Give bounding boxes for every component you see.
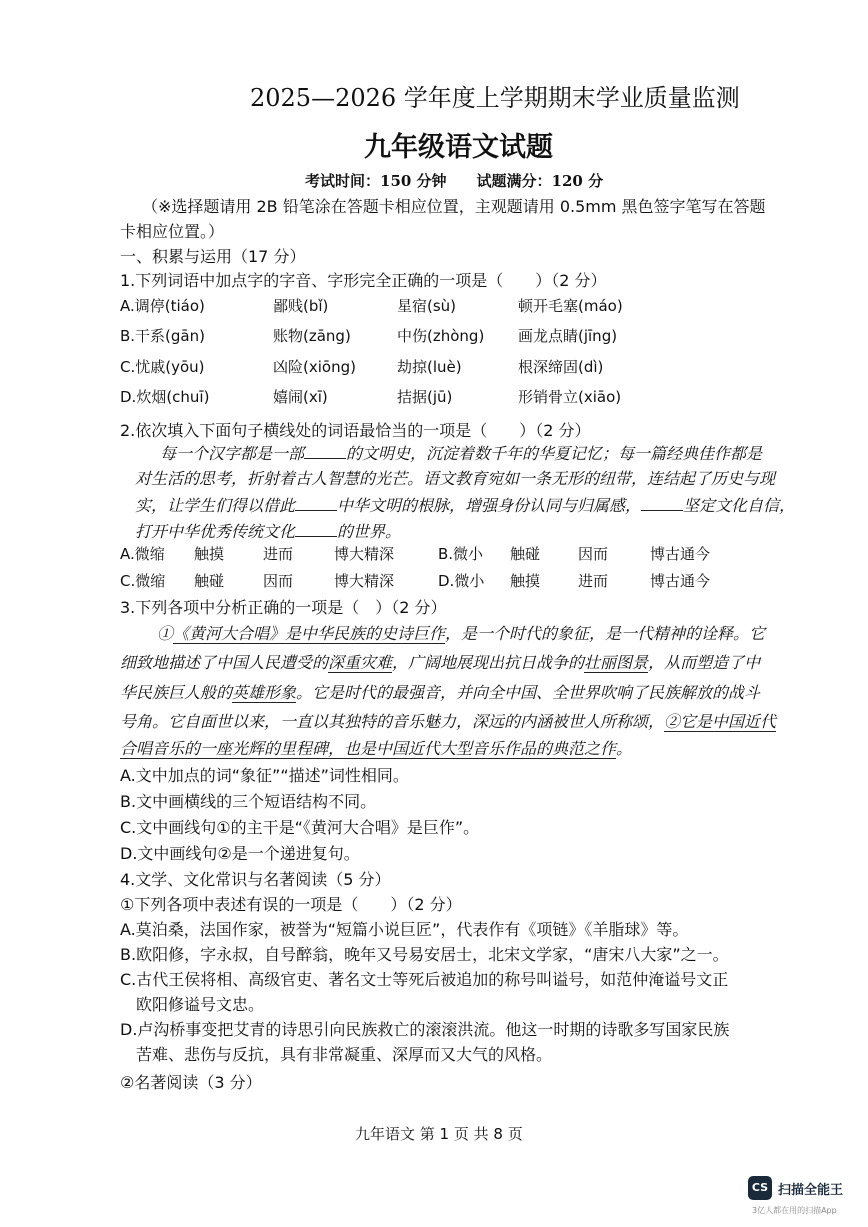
q2-passage-line3: 实，让学生们得以借此 中华文明的根脉，增强身份认同与归属感， 坚定文化自信， bbox=[135, 496, 796, 515]
q1-option-d-word2: 嬉闹(xī) bbox=[273, 388, 328, 406]
q2-opt-c2: 触碰 bbox=[194, 572, 225, 590]
q1-option-b: B.干系(gān) bbox=[120, 327, 205, 345]
q4-stem: 4.文学、文化常识与名著阅读（5 分） bbox=[120, 870, 391, 889]
instructions-line1: （※选择题请用 2B 铅笔涂在答题卡相应位置，主观题请用 0.5mm 黑色签字笔写在答题 bbox=[142, 197, 766, 216]
q2-opt-a: A.微缩 bbox=[120, 545, 165, 563]
q2-opt-c4: 博大精深 bbox=[334, 572, 395, 590]
page-footer: 九年语文 第 1 页 共 8 页 bbox=[355, 1125, 523, 1143]
q2-opt-c3: 因而 bbox=[263, 572, 294, 590]
q1-stem: 1.下列词语中加点字的字音、字形完全正确的一项是（ ）（2 分） bbox=[120, 271, 607, 290]
q1-option-a-word4: 顿开毛塞(máo) bbox=[518, 297, 623, 315]
q1-option-a-word2: 鄙贱(bǐ) bbox=[273, 297, 329, 315]
q3-option-d: D.文中画线句②是一个递进复句。 bbox=[120, 844, 360, 863]
q1-option-a-word3: 星宿(sù) bbox=[397, 297, 457, 315]
q4-option-a: A.莫泊桑，法国作家，被誉为“短篇小说巨匠”，代表作有《项链》《羊脂球》等。 bbox=[120, 920, 689, 939]
q1-option-d-word3: 拮据(jū) bbox=[397, 388, 453, 406]
scanner-badge bbox=[748, 1176, 868, 1227]
q4-option-c-cont: 欧阳修谥号文忠。 bbox=[120, 995, 265, 1014]
q1-option-c-word4: 根深缔固(dì) bbox=[518, 358, 604, 376]
q3-option-c: C.文中画线句①的主干是“《黄河大合唱》是巨作”。 bbox=[120, 818, 480, 837]
q3-stem: 3.下列各项中分析正确的一项是（ ）（2 分） bbox=[120, 598, 447, 617]
q2-opt-b4: 博古通今 bbox=[650, 545, 711, 563]
camscanner-logo-icon: CS bbox=[748, 1176, 772, 1200]
exam-title: 2025—2026 学年度上学期期末学业质量监测 bbox=[250, 84, 740, 112]
q4-option-d: D.卢沟桥事变把艾青的诗思引向民族救亡的滚滚洪流。他这一时期的诗歌多写国家民族 bbox=[120, 1020, 730, 1039]
q4-option-b: B.欧阳修，字永叔，自号醉翁，晚年又号易安居士，北宋文学家，“唐宋八大家”之一。 bbox=[120, 945, 729, 964]
q3-passage-line3: 华民族巨人般的英雄形象。它是时代的最强音，并向全中国、全世界吹响了民族解放的战斗 bbox=[120, 683, 761, 702]
q1-option-c-word2: 凶险(xiōng) bbox=[273, 358, 356, 376]
q1-option-b-word4: 画龙点睛(jīng) bbox=[518, 327, 618, 345]
q2-opt-b2: 触碰 bbox=[510, 545, 541, 563]
q1-option-d: D.炊烟(chuī) bbox=[120, 388, 210, 406]
q2-opt-a4: 博大精深 bbox=[334, 545, 395, 563]
q3-option-a: A.文中加点的词“象征”“描述”词性相同。 bbox=[120, 766, 409, 785]
q2-opt-b: B.微小 bbox=[438, 545, 484, 563]
q1-option-b-word2: 账物(zāng) bbox=[273, 327, 351, 345]
q4-sub1-stem: ①下列各项中表述有误的一项是（ ）（2 分） bbox=[120, 895, 462, 914]
q2-opt-a2: 触摸 bbox=[194, 545, 225, 563]
q2-passage-line1: 每一个汉字都是一部 的文明史，沉淀着数千年的华夏记忆；每一篇经典佳作都是 bbox=[160, 444, 763, 463]
q2-passage-line4: 打开中华优秀传统文化 的世界。 bbox=[135, 522, 402, 541]
q1-option-d-word4: 形销骨立(xiāo) bbox=[518, 388, 622, 406]
section-heading: 一、积累与运用（17 分） bbox=[120, 247, 306, 266]
q1-option-c: C.忧戚(yōu) bbox=[120, 358, 205, 376]
q3-passage-line4: 号角。它自面世以来，一直以其独特的音乐魅力，深远的内涵被世人所称颂，②它是中国近代 bbox=[120, 712, 777, 731]
q2-opt-d: D.微小 bbox=[438, 572, 485, 590]
q2-opt-d2: 触摸 bbox=[510, 572, 541, 590]
q2-opt-c: C.微缩 bbox=[120, 572, 166, 590]
q4-sub2-stem: ②名著阅读（3 分） bbox=[120, 1073, 262, 1092]
q4-option-c: C.古代王侯将相、高级官吏、著名文士等死后被追加的称号叫谥号，如范仲淹谥号文正 bbox=[120, 970, 729, 989]
q1-option-a: A.调停(tiáo) bbox=[120, 297, 205, 315]
q3-passage-line5: 合唱音乐的一座光辉的里程碑，也是中国近代大型音乐作品的典范之作。 bbox=[120, 739, 633, 758]
exam-subtitle: 九年级语文试题 bbox=[364, 132, 553, 163]
exam-meta: 考试时间：150 分钟 试题满分：120 分 bbox=[305, 172, 604, 190]
q2-opt-d4: 博古通今 bbox=[650, 572, 711, 590]
q2-passage-line2: 对生活的思考，折射着古人智慧的光芒。语文教育宛如一条无形的纽带，连结起了历史与现 bbox=[135, 469, 776, 488]
q3-passage-line2: 细致地描述了中国人民遭受的深重灾难，广阔地展现出抗日战争的壮丽图景，从而塑造了中 bbox=[120, 653, 761, 672]
instructions-line2: 卡相应位置。） bbox=[120, 222, 225, 241]
scanner-brand-tagline: 3亿人都在用的扫描App bbox=[752, 1206, 837, 1215]
q1-option-b-word3: 中伤(zhòng) bbox=[397, 327, 485, 345]
q2-opt-b3: 因而 bbox=[578, 545, 609, 563]
q2-opt-a3: 进而 bbox=[263, 545, 294, 563]
q1-option-c-word3: 劫掠(luè) bbox=[397, 358, 462, 376]
q3-passage-line1: ①《黄河大合唱》是中华民族的史诗巨作，是一个时代的象征，是一代精神的诠释。它 bbox=[157, 624, 766, 643]
q2-stem: 2.依次填入下面句子横线处的词语最恰当的一项是（ ）（2 分） bbox=[120, 421, 591, 440]
q4-option-d-cont: 苦难、悲伤与反抗，具有非常凝重、深厚而又大气的风格。 bbox=[120, 1045, 553, 1064]
scanner-brand-name: 扫描全能王 bbox=[778, 1183, 844, 1198]
q2-opt-d3: 进而 bbox=[578, 572, 609, 590]
q3-option-b: B.文中画横线的三个短语结构不同。 bbox=[120, 792, 377, 811]
